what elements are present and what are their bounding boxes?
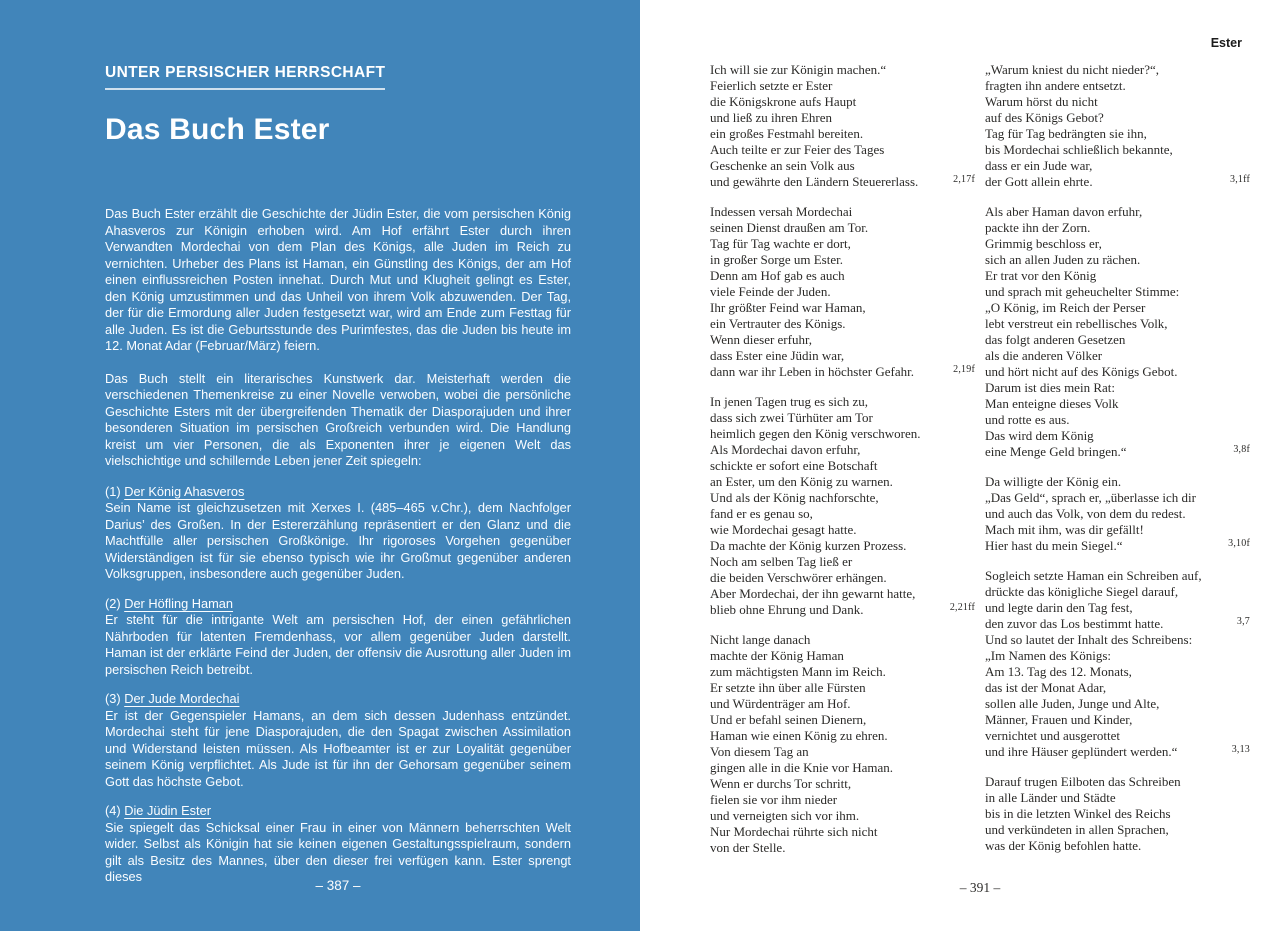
verse-text: als die anderen Völker — [985, 348, 1103, 363]
intro-paragraphs — [105, 206, 571, 470]
verse-line — [710, 62, 975, 78]
verse-reference: 3,10f — [1228, 538, 1250, 549]
verse-text: machte der König Haman — [710, 648, 844, 663]
verse-reference: 2,17f — [953, 174, 975, 185]
verse-text: bis Mordechai schließlich bekannte, — [985, 142, 1173, 157]
person-item — [105, 596, 571, 679]
verse-text: Tag für Tag wachte er dort, — [710, 236, 851, 251]
verse-line — [985, 774, 1250, 790]
verse-text: vernichtet und ausgerottet — [985, 728, 1121, 743]
verse-text: dass er ein Jude war, — [985, 158, 1093, 173]
verse-text: und auch das Volk, von dem du redest. — [985, 506, 1186, 521]
verse-line — [985, 364, 1250, 380]
verse-line — [985, 584, 1250, 600]
verse-line — [710, 316, 975, 332]
verse-text: „Im Namen des Königs: — [985, 648, 1112, 663]
verse-line — [985, 348, 1250, 364]
verse-text: viele Feinde der Juden. — [710, 284, 831, 299]
verse-text: Und als der König nachforschte, — [710, 490, 879, 505]
verse-text: blieb ohne Ehrung und Dank. — [710, 602, 864, 617]
verse-reference: 2,19f — [953, 364, 975, 375]
verse-text: und rotte es aus. — [985, 412, 1070, 427]
verse-block — [985, 568, 1250, 760]
verse-text: Wenn er durchs Tor schritt, — [710, 776, 852, 791]
verse-line — [710, 300, 975, 316]
verse-line — [710, 760, 975, 776]
verse-line — [710, 94, 975, 110]
verse-line — [710, 78, 975, 94]
person-number: (2) — [105, 595, 125, 611]
verse-text: wie Mordechai gesagt hatte. — [710, 522, 857, 537]
person-item — [105, 484, 571, 583]
section-kicker: UNTER PERSISCHER HERRSCHAFT — [105, 64, 385, 90]
verse-columns — [710, 62, 1250, 870]
verse-line — [985, 396, 1250, 412]
verse-line — [985, 522, 1250, 538]
verse-line — [985, 728, 1250, 744]
verse-line — [710, 174, 975, 190]
verse-line — [985, 538, 1250, 554]
verse-line — [710, 538, 975, 554]
verse-line — [985, 300, 1250, 316]
verse-line — [710, 586, 975, 602]
verse-line — [985, 822, 1250, 838]
verse-text: Wenn dieser erfuhr, — [710, 332, 813, 347]
book-title: Das Buch Ester — [105, 113, 330, 146]
verse-line — [710, 570, 975, 586]
verse-line — [710, 126, 975, 142]
verse-line — [985, 790, 1250, 806]
verse-line — [710, 840, 975, 856]
person-heading — [105, 484, 571, 501]
verse-text: Warum hörst du nicht — [985, 94, 1098, 109]
verse-line — [710, 426, 975, 442]
verse-text: und ihre Häuser geplündert werden.“ — [985, 744, 1178, 759]
verse-text: Er setzte ihn über alle Fürsten — [710, 680, 866, 695]
verse-line — [710, 712, 975, 728]
verse-text: den zuvor das Los bestimmt hatte. — [985, 616, 1164, 631]
verse-text: in großer Sorge um Ester. — [710, 252, 843, 267]
verse-line — [710, 602, 975, 618]
verse-text: Geschenke an sein Volk aus — [710, 158, 855, 173]
verse-reference: 3,8f — [1233, 444, 1250, 455]
verse-text: und gewährte den Ländern Steuererlass. — [710, 174, 919, 189]
verse-text: Denn am Hof gab es auch — [710, 268, 845, 283]
person-item — [105, 691, 571, 790]
verse-text: und legte darin den Tag fest, — [985, 600, 1133, 615]
person-body: Er ist der Gegenspieler Hamans, an dem sich dessen Judenhass entzündet. Mordechai steht für jene Diasporajuden, die den Spagat zwischen Assimilation und Widerstand leisten müssen. Als Hofbeamter ist er zur Loyalität gegenüber seinem König verpflichtet. Als Jude ist für ihn der Gehorsam gegenüber seinem Gott das höchste Gebot. — [105, 707, 571, 789]
person-body: Sie spiegelt das Schicksal einer Frau in einer von Männern beherrschten Welt wider. Selbst als Königin hat sie keinen eigenen Gestaltungsspielraum, sondern gilt als Besitz des Mannes, über den dieser frei verfügen kann. Ester sprengt dieses — [105, 819, 571, 884]
verse-text: Tag für Tag bedrängten sie ihn, — [985, 126, 1147, 141]
verse-line — [985, 680, 1250, 696]
verse-line — [985, 568, 1250, 584]
verse-line — [710, 506, 975, 522]
verse-text: dass sich zwei Türhüter am Tor — [710, 410, 873, 425]
verse-line — [985, 332, 1250, 348]
person-number: (1) — [105, 483, 125, 499]
verse-text: Das wird dem König — [985, 428, 1094, 443]
verse-line — [710, 554, 975, 570]
verse-line — [985, 696, 1250, 712]
verse-block — [710, 394, 975, 618]
verse-reference: 3,13 — [1231, 744, 1250, 755]
verse-text: Darauf trugen Eilboten das Schreiben — [985, 774, 1181, 789]
verse-text: lebt verstreut ein rebellisches Volk, — [985, 316, 1168, 331]
verse-text: was der König befohlen hatte. — [985, 838, 1142, 853]
verse-text: Mach mit ihm, was dir gefällt! — [985, 522, 1144, 537]
verse-text: und Würdenträger am Hof. — [710, 696, 851, 711]
verse-text: schickte er sofort eine Botschaft — [710, 458, 878, 473]
verse-line — [710, 824, 975, 840]
verse-text: bis in die letzten Winkel des Reichs — [985, 806, 1171, 821]
verse-text: an Ester, um den König zu warnen. — [710, 474, 893, 489]
person-number: (3) — [105, 691, 125, 706]
verse-text: auf des Königs Gebot? — [985, 110, 1104, 125]
verse-text: „Das Geld“, sprach er, „überlasse ich dir — [985, 490, 1196, 505]
intro-paragraph: Das Buch Ester erzählt die Geschichte der Jüdin Ester, die vom persischen König Ahasveros zur Königin erhoben wird. Am Hof erfährt Ester durch ihren Verwandten Mordechai von dem Plan des Königs, alle Juden im Reich zu vernichten. Urheber des Plans ist Haman, ein Günstling des Königs, der am Hof einen einflussreichen Posten innehat. Durch Mut und Klugheit gelingt es Ester, den König umzustimmen und das Unheil von ihrem Volk abzuwenden. Der Tag, der für die Ermordung aller Juden festgesetzt war, wird am Ende zum Festtag für alle Juden. Es ist die Geburtsstunde des Purimfestes, das die Juden bis heute im 12. Monat Adar (Februar/März) feiern. — [105, 206, 571, 353]
verse-line — [985, 412, 1250, 428]
verse-line — [985, 204, 1250, 220]
verse-text: Indessen versah Mordechai — [710, 204, 853, 219]
verse-text: dass Ester eine Jüdin war, — [710, 348, 845, 363]
page-number-left: – 387 – — [315, 878, 361, 893]
verse-text: „O König, im Reich der Perser — [985, 300, 1146, 315]
verse-text: Männer, Frauen und Kinder, — [985, 712, 1133, 727]
verse-text: Sogleich setzte Haman ein Schreiben auf, — [985, 568, 1202, 583]
verse-text: seinen Dienst draußen am Tor. — [710, 220, 869, 235]
verse-line — [710, 364, 975, 380]
verse-text: und ließ zu ihren Ehren — [710, 110, 833, 125]
verse-line — [985, 380, 1250, 396]
verse-text: der Gott allein ehrte. — [985, 174, 1093, 189]
verse-text: in alle Länder und Städte — [985, 790, 1116, 805]
verse-line — [985, 474, 1250, 490]
verse-text: „Warum kniest du nicht nieder?“, — [985, 62, 1160, 77]
verse-line — [710, 268, 975, 284]
verse-column-2 — [985, 62, 1250, 870]
verse-line — [710, 632, 975, 648]
verse-line — [710, 284, 975, 300]
verse-block — [985, 204, 1250, 460]
verse-line — [710, 474, 975, 490]
verse-line — [985, 712, 1250, 728]
person-name: Die Jüdin Ester — [124, 803, 211, 818]
verse-text: Hier hast du mein Siegel.“ — [985, 538, 1123, 553]
verse-text: Aber Mordechai, der ihn gewarnt hatte, — [710, 586, 916, 601]
verse-text: und hört nicht auf des Königs Gebot. — [985, 364, 1178, 379]
verse-line — [710, 252, 975, 268]
verse-line — [985, 744, 1250, 760]
persons-list — [105, 484, 571, 886]
verse-text: Da willigte der König ein. — [985, 474, 1122, 489]
verse-text: fragten ihn andere entsetzt. — [985, 78, 1126, 93]
verse-text: Man enteigne dieses Volk — [985, 396, 1119, 411]
verse-line — [710, 142, 975, 158]
verse-line — [710, 648, 975, 664]
verse-text: und verneigten sich vor ihm. — [710, 808, 860, 823]
verse-line — [710, 348, 975, 364]
verse-text: ein großes Festmahl bereiten. — [710, 126, 864, 141]
verse-line — [710, 792, 975, 808]
page-number-right: – 391 – — [959, 880, 1001, 895]
verse-text: die beiden Verschwörer erhängen. — [710, 570, 887, 585]
verse-line — [985, 506, 1250, 522]
verse-text: und sprach mit geheuchelter Stimme: — [985, 284, 1180, 299]
verse-line — [985, 236, 1250, 252]
person-name: Der Jude Mordechai — [124, 691, 240, 706]
verse-text: Am 13. Tag des 12. Monats, — [985, 664, 1132, 679]
verse-text: Ich will sie zur Königin machen.“ — [710, 62, 887, 77]
verse-text: die Königskrone aufs Haupt — [710, 94, 857, 109]
verse-text: Noch am selben Tag ließ er — [710, 554, 853, 569]
verse-text: packte ihn der Zorn. — [985, 220, 1091, 235]
verse-text: Er trat vor den König — [985, 268, 1097, 283]
verse-text: Als Mordechai davon erfuhr, — [710, 442, 861, 457]
verse-text: Ihr größter Feind war Haman, — [710, 300, 866, 315]
verse-text: fand er es genau so, — [710, 506, 813, 521]
verse-text: das folgt anderen Gesetzen — [985, 332, 1126, 347]
verse-block — [985, 62, 1250, 190]
verse-line — [985, 220, 1250, 236]
verse-line — [710, 776, 975, 792]
verse-text: Feierlich setzte er Ester — [710, 78, 833, 93]
verse-line — [710, 158, 975, 174]
verse-line — [985, 428, 1250, 444]
person-heading — [105, 803, 571, 820]
verse-text: Als aber Haman davon erfuhr, — [985, 204, 1143, 219]
verse-line — [710, 394, 975, 410]
verse-line — [710, 680, 975, 696]
verse-line — [710, 696, 975, 712]
left-page-content — [105, 0, 571, 899]
verse-line — [985, 110, 1250, 126]
verse-line — [710, 236, 975, 252]
verse-text: drückte das königliche Siegel darauf, — [985, 584, 1179, 599]
verse-line — [985, 838, 1250, 854]
verse-line — [985, 444, 1250, 460]
verse-line — [710, 110, 975, 126]
person-heading — [105, 691, 571, 708]
verse-line — [985, 648, 1250, 664]
verse-line — [985, 806, 1250, 822]
right-page — [640, 0, 1280, 931]
verse-text: von der Stelle. — [710, 840, 786, 855]
verse-text: fielen sie vor ihm nieder — [710, 792, 838, 807]
verse-line — [985, 174, 1250, 190]
verse-line — [710, 490, 975, 506]
verse-line — [710, 204, 975, 220]
verse-line — [710, 808, 975, 824]
verse-text: Und er befahl seinen Dienern, — [710, 712, 867, 727]
verse-line — [985, 316, 1250, 332]
verse-text: sich an allen Juden zu rächen. — [985, 252, 1141, 267]
verse-line — [710, 410, 975, 426]
verse-text: heimlich gegen den König verschworen. — [710, 426, 921, 441]
verse-line — [985, 62, 1250, 78]
person-name: Der Höfling Haman — [124, 595, 234, 611]
verse-line — [710, 522, 975, 538]
verse-text: eine Menge Geld bringen.“ — [985, 444, 1127, 459]
person-number: (4) — [105, 803, 125, 818]
verse-text: und verkündeten in allen Sprachen, — [985, 822, 1169, 837]
verse-text: Nur Mordechai rührte sich nicht — [710, 824, 878, 839]
verse-text: dann war ihr Leben in höchster Gefahr. — [710, 364, 914, 379]
verse-text: ein Vertrauter des Königs. — [710, 316, 846, 331]
verse-block — [710, 204, 975, 380]
verse-block — [710, 632, 975, 856]
verse-reference: 3,1ff — [1230, 174, 1250, 185]
verse-column-1 — [710, 62, 975, 870]
verse-line — [985, 600, 1250, 616]
verse-block — [985, 774, 1250, 854]
verse-line — [985, 142, 1250, 158]
verse-line — [985, 490, 1250, 506]
person-body: Sein Name ist gleichzusetzen mit Xerxes I. (485–465 v.Chr.), dem Nachfolger Darius’ des Großen. In der Estererzählung repräsentiert er den Glanz und die Machtfülle aller persischen Großkönige. Ihr rigoroses Vorgehen gegenüber Widerständigen ist für sie ebenso typisch wie ihr Großmut gegenüber anderen Volksgruppen, insbesondere auch gegenüber Juden. — [105, 500, 571, 581]
verse-text: das ist der Monat Adar, — [985, 680, 1107, 695]
person-body: Er steht für die intrigante Welt am persischen Hof, der einen gefährlichen Nährboden für latenten Fremdenhass, vor allem gegenüber Juden darstellt. Haman ist der erklärte Feind der Juden, der offensiv die Ausrottung aller Juden im persischen Reich betreibt. — [105, 612, 571, 677]
verse-line — [710, 458, 975, 474]
verse-reference: 2,21ff — [949, 602, 975, 613]
verse-line — [710, 332, 975, 348]
verse-text: zum mächtigsten Mann im Reich. — [710, 664, 886, 679]
verse-line — [985, 126, 1250, 142]
verse-line — [985, 78, 1250, 94]
verse-text: Grimmig beschloss er, — [985, 236, 1102, 251]
verse-line — [710, 220, 975, 236]
verse-line — [710, 442, 975, 458]
verse-text: Da machte der König kurzen Prozess. — [710, 538, 907, 553]
person-heading — [105, 596, 571, 613]
verse-block — [985, 474, 1250, 554]
verse-block — [710, 62, 975, 190]
verse-line — [985, 284, 1250, 300]
verse-text: Darum ist dies mein Rat: — [985, 380, 1115, 395]
verse-text: Von diesem Tag an — [710, 744, 809, 759]
verse-line — [985, 632, 1250, 648]
verse-text: gingen alle in die Knie vor Haman. — [710, 760, 894, 775]
verse-line — [710, 728, 975, 744]
verse-line — [710, 744, 975, 760]
verse-line — [985, 664, 1250, 680]
verse-text: Und so lautet der Inhalt des Schreibens: — [985, 632, 1193, 647]
verse-text: Nicht lange danach — [710, 632, 811, 647]
verse-reference: 3,7 — [1236, 616, 1250, 627]
verse-text: Auch teilte er zur Feier des Tages — [710, 142, 885, 157]
verse-line — [710, 664, 975, 680]
verse-text: In jenen Tagen trug es sich zu, — [710, 394, 869, 409]
person-name: Der König Ahasveros — [124, 483, 245, 499]
verse-line — [985, 252, 1250, 268]
verse-text: sollen alle Juden, Junge und Alte, — [985, 696, 1160, 711]
verse-line — [985, 616, 1250, 632]
running-head: Ester — [1210, 36, 1242, 50]
verse-text: Haman wie einen König zu ehren. — [710, 728, 888, 743]
verse-line — [985, 158, 1250, 174]
verse-line — [985, 268, 1250, 284]
intro-paragraph: Das Buch stellt ein literarisches Kunstwerk dar. Meisterhaft werden die verschiedenen Themenkreise zu einer Novelle verwoben, wobei die persönliche Geschichte Esters mit der übergreifenden Thematik der Diasporajuden und ihrer besonderen Situation im persischen Großreich verbunden wird. Die Handlung kreist um vier Personen, die als Exponenten ihrer je eigenen Welt das vielschichtige und schillernde Leben jener Zeit spiegeln: — [105, 370, 571, 468]
verse-line — [985, 94, 1250, 110]
person-item — [105, 803, 571, 886]
